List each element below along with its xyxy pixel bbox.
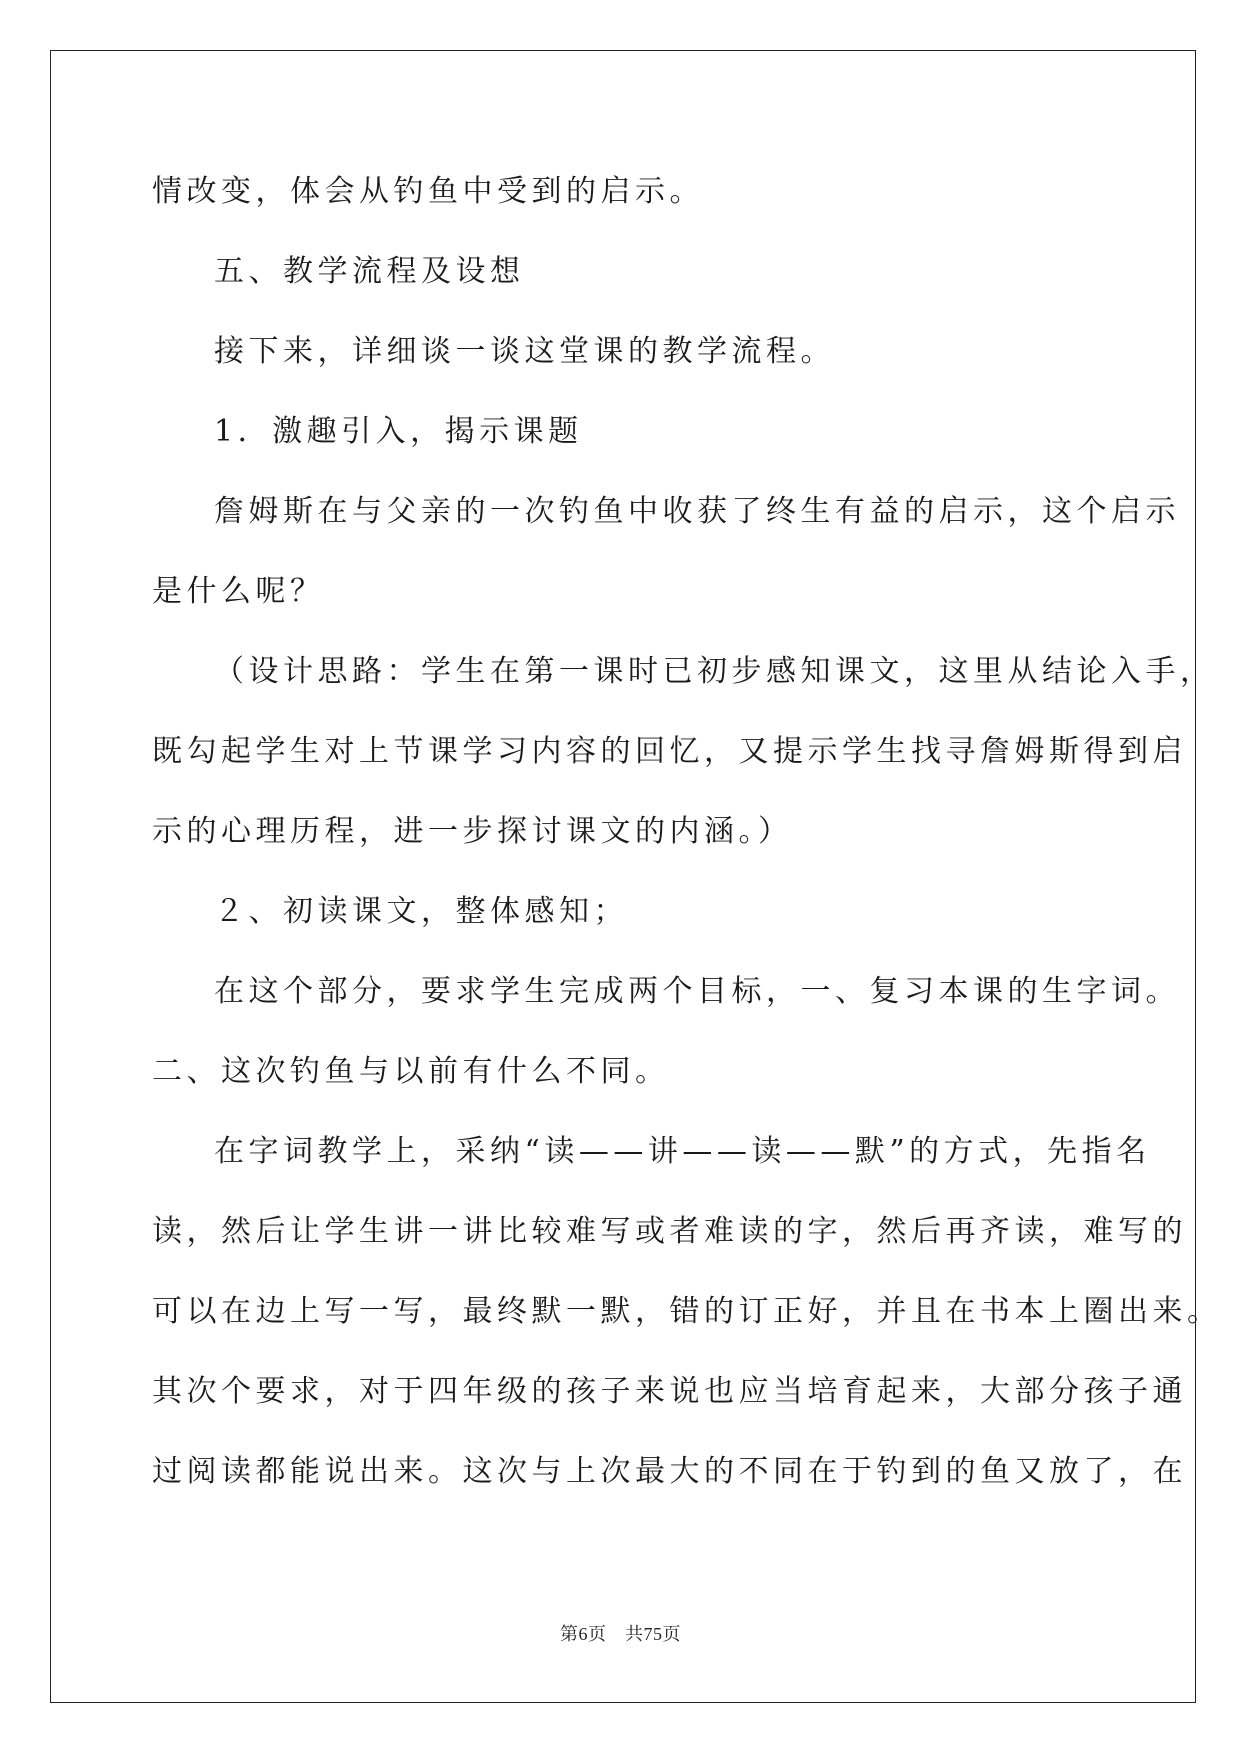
text-line: （设计思路：学生在第一课时已初步感知课文，这里从结论入手， <box>214 654 1215 689</box>
text-line: 在字词教学上，采纳“读——讲——读——默”的方式，先指名 <box>214 1134 1151 1169</box>
text-line: 是什么呢？ <box>152 574 325 609</box>
total-page-number: 75 <box>643 1624 663 1644</box>
section-heading: 五、教学流程及设想 <box>214 254 525 289</box>
subsection-heading: 1．激趣引入，揭示课题 <box>214 414 583 449</box>
text-line: 在这个部分，要求学生完成两个目标，一、复习本课的生字词。 <box>214 974 1180 1009</box>
subsection-heading: ２、初读课文，整体感知； <box>214 894 628 929</box>
footer-prefix: 第 <box>560 1624 579 1645</box>
footer-mid: 页 共 <box>588 1624 644 1645</box>
footer-suffix: 页 <box>662 1624 681 1645</box>
text-line: 既勾起学生对上节课学习内容的回忆，又提示学生找寻詹姆斯得到启 <box>152 734 1187 769</box>
text-line: 二、这次钓鱼与以前有什么不同。 <box>152 1054 670 1089</box>
text-line: 情改变，体会从钓鱼中受到的启示。 <box>152 174 704 209</box>
text-line: 可以在边上写一写，最终默一默，错的订正好，并且在书本上圈出来。 <box>152 1294 1222 1329</box>
current-page-number: 6 <box>578 1624 588 1644</box>
text-line: 其次个要求，对于四年级的孩子来说也应当培育起来，大部分孩子通 <box>152 1374 1187 1409</box>
text-line: 过阅读都能说出来。这次与上次最大的不同在于钓到的鱼又放了，在 <box>152 1454 1187 1489</box>
text-line: 读，然后让学生讲一讲比较难写或者难读的字，然后再齐读，难写的 <box>152 1214 1187 1249</box>
text-line: 詹姆斯在与父亲的一次钓鱼中收获了终生有益的启示，这个启示 <box>214 494 1180 529</box>
text-line: 接下来，详细谈一谈这堂课的教学流程。 <box>214 334 835 369</box>
page-footer <box>0 1620 1241 1646</box>
text-line: 示的心理历程，进一步探讨课文的内涵。） <box>152 814 793 849</box>
